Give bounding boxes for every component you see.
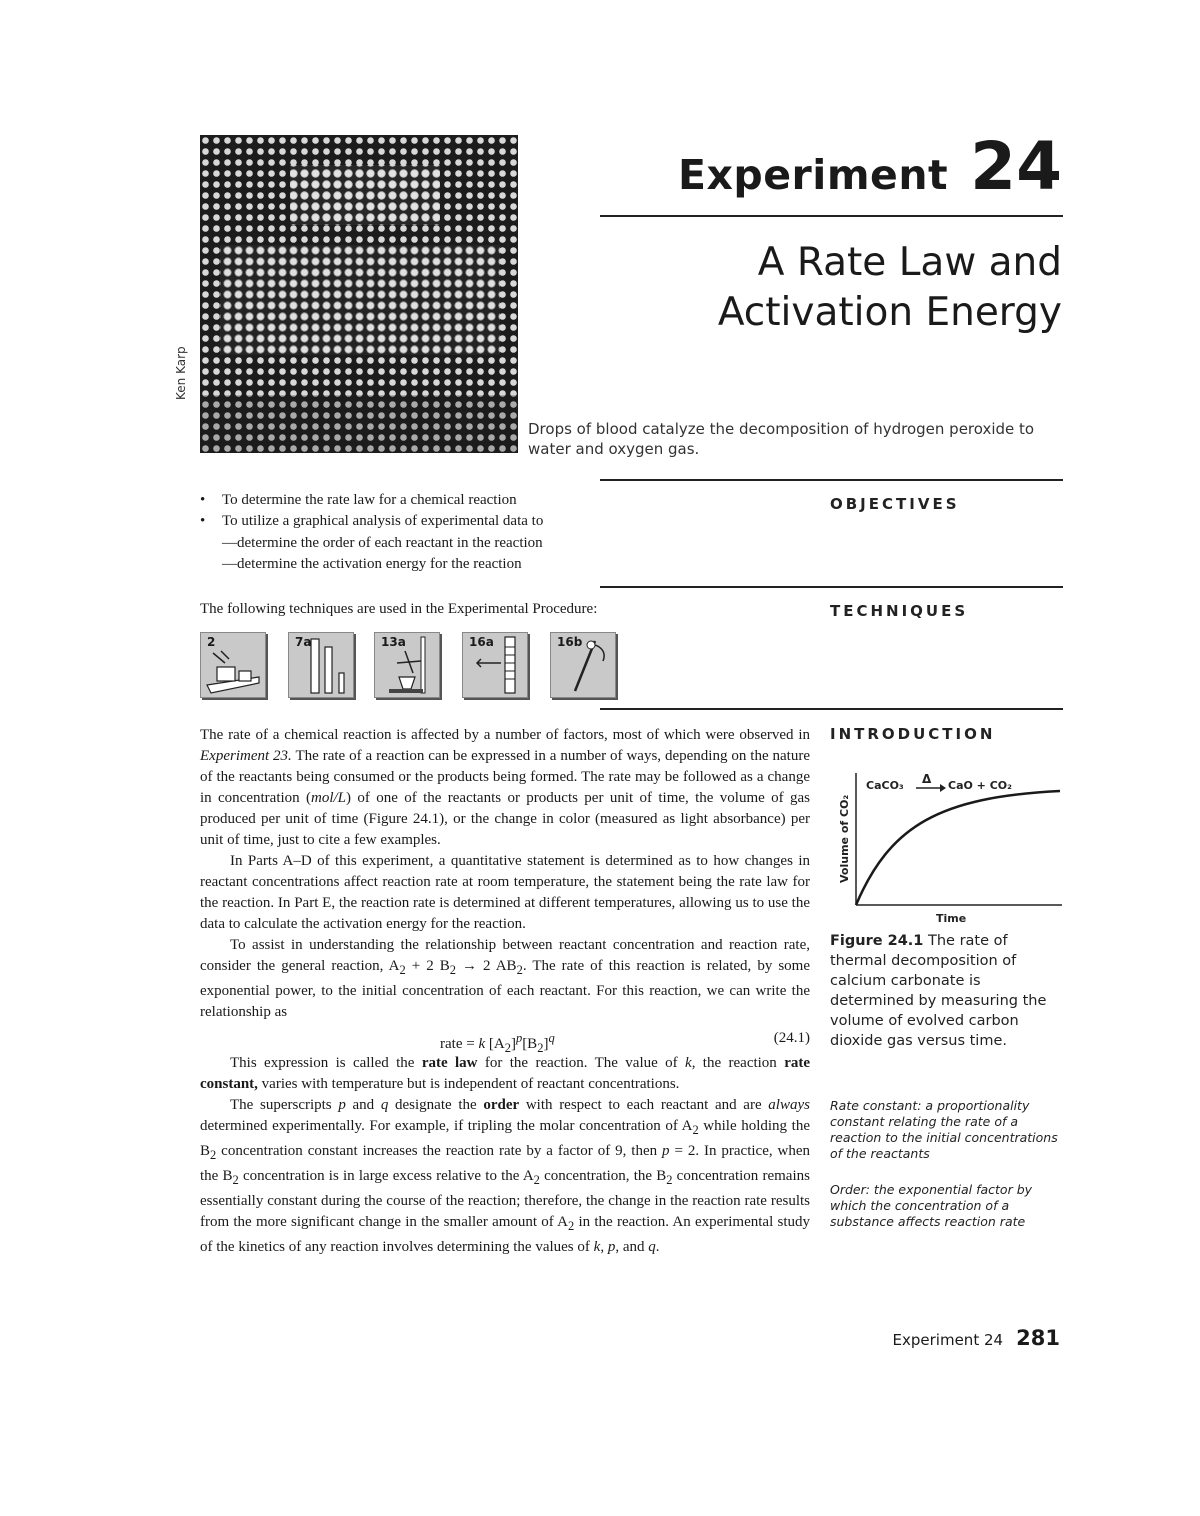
rate-law-equation: rate = k $[A_2]^p[B_2]^q$ (24.1): [440, 1030, 810, 1055]
objectives-label: OBJECTIVES: [830, 495, 960, 513]
objective-item: • To determine the rate law for a chemical reaction: [200, 492, 517, 508]
experiment-word: Experiment: [677, 151, 949, 199]
objectives-list: [200, 490, 610, 575]
photo-caption: Drops of blood catalyze the decomposition of hydrogen peroxide to water and oxygen gas.: [528, 420, 1035, 458]
title-line-1: A Rate Law and: [757, 240, 1062, 285]
reaction-arrow-head: [940, 784, 946, 792]
graph-x-label: Time: [936, 912, 967, 925]
technique-icon-2: 2: [200, 632, 266, 698]
objective-subitem: —determine the activation energy for the reaction: [222, 555, 522, 572]
figure-number: Figure 24.1: [830, 933, 924, 949]
introduction-label: INTRODUCTION: [830, 725, 996, 743]
title-rule: [600, 215, 1063, 217]
reaction-left: CaCO₃: [866, 779, 904, 792]
figure-24-1-graph: [830, 765, 1065, 930]
introduction-rule: [600, 708, 1063, 710]
intro-paragraph-3: To assist in understanding the relationship between reactant concentration and reaction rate, consider the general reaction, $A_2 + 2$ $B_2 \to 2$ $AB_2$. The rate of this reaction is related, by some exponential power, to the initial concentration of each reactant. For this reaction, we can write the relationship as: [200, 937, 811, 1020]
intro-paragraph-5: The superscripts p and q designate the order with respect to each reactant and are always determined experimentally. For example, if tripling the molar concentration of $A_2$ while holding the $B_2$ concentration constant increases the reaction rate by a factor of 9, then p = 2. In practice, when the $B_2$ concentration is in large excess relative to the $A_2$ concentration, the $B_2$ concentration remains essentially constant during the course of the reaction; therefore, the change in the reaction rate results from the more significant change in the smaller amount of $A_2$ in the reaction. An experimental study of the kinetics of any reaction involves determining the values of k, p, and q.: [200, 1097, 810, 1255]
rate-curve: [856, 791, 1060, 905]
techniques-intro: The following techniques are used in the Experimental Procedure:: [200, 601, 598, 617]
figure-caption: Figure 24.1 The rate of thermal decomposition of calcium carbonate is determined by measuring the volume of evolved carbon dioxide gas versus time.: [830, 933, 1047, 1049]
footer-label: Experiment 24: [892, 1331, 1004, 1349]
technique-icon-13a: 13a: [374, 632, 440, 698]
equation-number: (24.1): [773, 1030, 810, 1046]
objective-item: • To utilize a graphical analysis of experimental data to: [200, 513, 544, 530]
title-line-2: Activation Energy: [717, 290, 1062, 335]
objectives-rule: [600, 479, 1063, 481]
reaction-right: CaO + CO₂: [948, 779, 1012, 792]
header-photo: [200, 135, 518, 453]
intro-paragraph-1: The rate of a chemical reaction is affected by a number of factors, most of which were observed in Experiment 23. The rate of a reaction can be expressed in a number of ways, depending on the nature of the reactants being consumed or the products being formed. The rate may be followed as a change in concentration (mol/L) of one of the reactants or products per unit of time, the volume of gas produced per unit of time (Figure 24.1), or the change in color (measured as light absorbance) per unit of time, just to cite a few examples.: [200, 727, 811, 848]
intro-paragraph-2: In Parts A–D of this experiment, a quantitative statement is determined as to how changes in reactant concentrations affect reaction rate at room temperature, the statement being the rate law for the reaction. In Part E, the reaction rate is determined at different temperatures, allowing us to use the data to calculate the activation energy for the reaction.: [200, 853, 810, 932]
introduction-body: [200, 725, 810, 1258]
margin-note-rate-constant: Rate constant: a proportionality constant relating the rate of a reaction to the initial concentrations of the reactants: [830, 1098, 1058, 1161]
photo-credit: Ken Karp: [174, 346, 188, 400]
intro-paragraph-4: This expression is called the rate law for the reaction. The value of k, the reaction rate constant, varies with temperature but is independent of reactant concentrations.: [200, 1055, 810, 1092]
margin-note-order: Order: the exponential factor by which the concentration of a substance affects reaction rate: [830, 1182, 1033, 1229]
experiment-heading: [678, 128, 1062, 205]
techniques-rule: [600, 586, 1063, 588]
page-footer: [893, 1326, 1060, 1350]
graph-y-label: Volume of CO₂: [838, 794, 851, 883]
technique-icon-16b: 16b: [550, 632, 616, 698]
technique-icon-7a: 7a: [288, 632, 354, 698]
experiment-number: 24: [970, 128, 1062, 205]
page-number: 281: [1016, 1326, 1060, 1350]
page-title: [718, 238, 1062, 338]
reaction-delta: Δ: [922, 772, 932, 786]
technique-icon-16a: 16a: [462, 632, 528, 698]
techniques-label: TECHNIQUES: [830, 602, 969, 620]
objective-subitem: —determine the order of each reactant in the reaction: [222, 534, 543, 551]
